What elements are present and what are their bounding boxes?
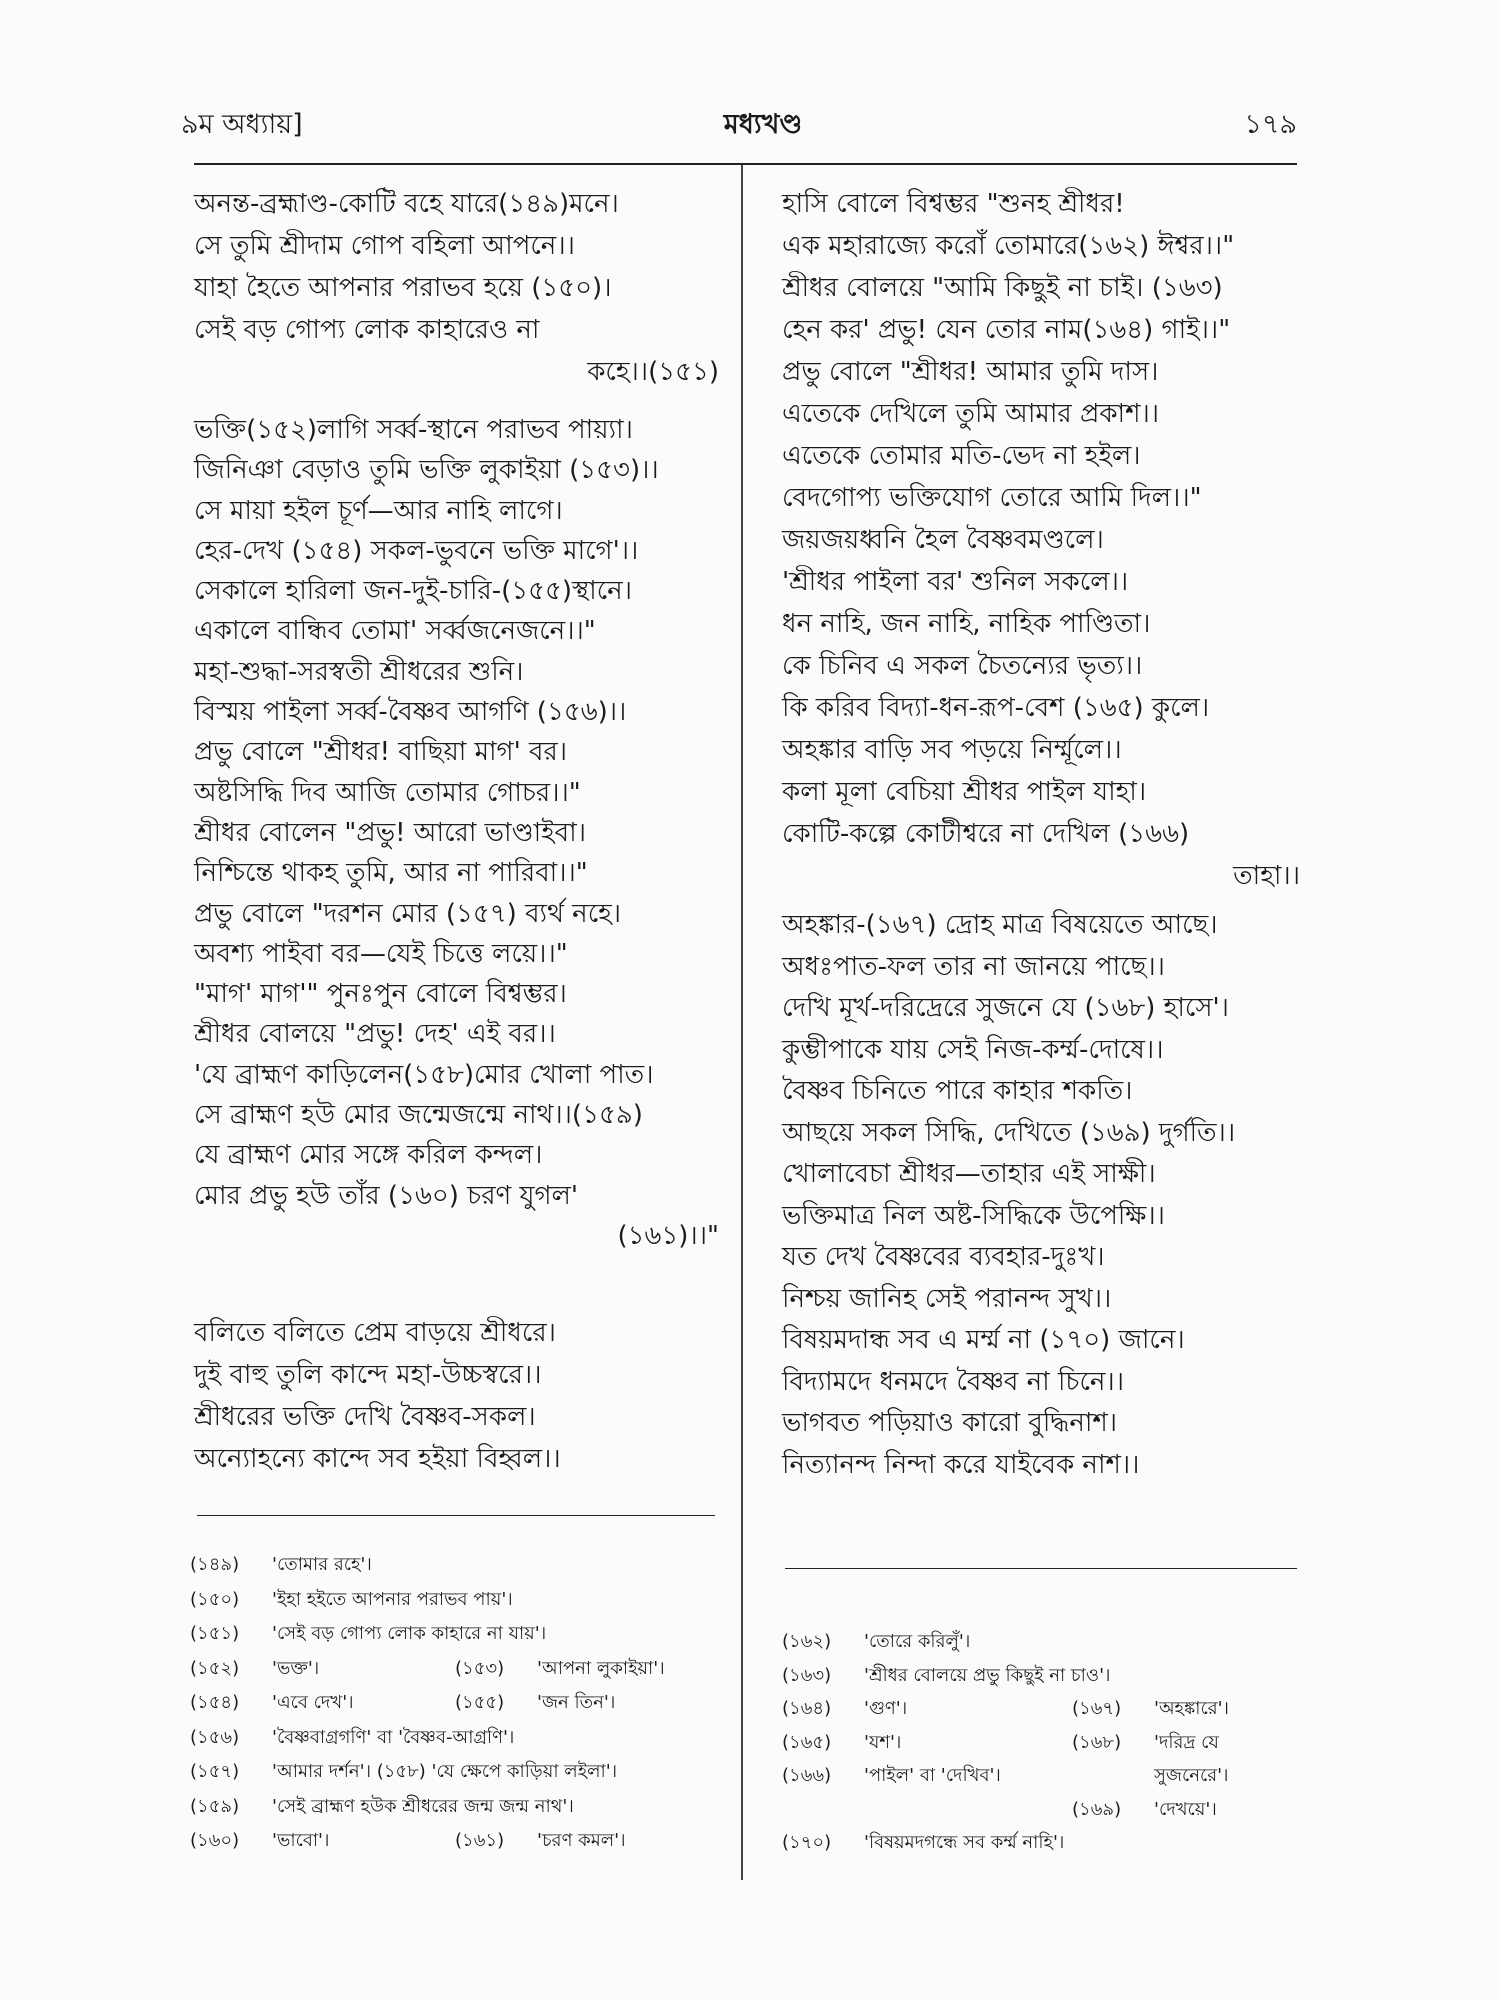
verse-line: বৈষ্ণব চিনিতে পারে কাহার শকতি। bbox=[782, 1076, 1133, 1106]
column-divider bbox=[741, 165, 743, 1880]
footnote-rule-left bbox=[197, 1515, 715, 1516]
page-number: ১৭৯ bbox=[1244, 109, 1297, 140]
verse-line: অন্যোহন্যে কান্দে সব হইয়া বিহ্বল।। bbox=[194, 1444, 561, 1474]
verse-line: বিস্ময় পাইলা সর্ব্ব-বৈষ্ণব আগণি (১৫৬)।। bbox=[194, 697, 627, 728]
footnote-row bbox=[190, 1790, 720, 1825]
footnote-row bbox=[782, 1659, 1302, 1693]
verse-line: নিশ্চয় জানিহ সেই পরানন্দ সুখ।। bbox=[782, 1283, 1112, 1314]
verse-line: ভাগবত পড়িয়াও কারো বুদ্ধিনাশ। bbox=[782, 1408, 1118, 1438]
verse-line: দুই বাহু তুলি কান্দে মহা-উচ্চস্বরে।। bbox=[194, 1360, 542, 1390]
footnote-text: 'সেই ব্রাহ্মণ হউক শ্রীধরের জন্ম জন্ম নাথ'। bbox=[272, 1795, 574, 1817]
verse-line: আছয়ে সকল সিদ্ধি, দেখিতে (১৬৯) দুর্গতি।। bbox=[782, 1117, 1236, 1148]
footnote-rule-right bbox=[785, 1568, 1297, 1569]
verse-line: জয়জয়ধ্বনি হৈল বৈষ্ণবমণ্ডলে। bbox=[782, 525, 1104, 555]
footnote-text: 'অহঙ্কারে'। bbox=[1154, 1698, 1229, 1719]
verse-line: জিনিঞা বেড়াও তুমি ভক্তি লুকাইয়া (১৫৩)।। bbox=[194, 455, 659, 486]
footnote-number: (১৬৬) bbox=[782, 1765, 832, 1786]
footnote-row bbox=[190, 1721, 720, 1756]
verse-line: সে ব্রাহ্মণ হউ মোর জন্মেজন্মে নাথ।।(১৫৯) bbox=[194, 1100, 643, 1131]
footnote-secondary bbox=[1072, 1692, 1229, 1726]
footnote-number: (১৫১) bbox=[190, 1623, 240, 1644]
verse-line: প্রভু বোলে "শ্রীধর! আমার তুমি দাস। bbox=[782, 357, 1159, 387]
verse-line: শ্রীধর বোলয়ে "আমি কিছুই না চাই। (১৬৩) bbox=[782, 273, 1223, 303]
footnote-number: (১৭০) bbox=[782, 1832, 832, 1853]
verse-line: বলিতে বলিতে প্রেম বাড়য়ে শ্রীধরে। bbox=[194, 1318, 556, 1348]
footnote-text: 'বিষয়মদগন্ধে সব কর্ম্ম নাহি'। bbox=[864, 1832, 1065, 1853]
footnote-number: (১৫৭) bbox=[190, 1761, 240, 1782]
footnotes-right bbox=[782, 1625, 1302, 1860]
footnote-number: (১৫২) bbox=[190, 1657, 240, 1679]
footnote-row bbox=[782, 1726, 1302, 1760]
footnote-row bbox=[190, 1652, 720, 1687]
footnote-number: (১৬৫) bbox=[782, 1731, 832, 1753]
footnote-row bbox=[782, 1759, 1302, 1793]
footnote-number: (১৫৪) bbox=[190, 1692, 240, 1713]
footnote-number: (১৬৪) bbox=[782, 1698, 832, 1719]
left-verse-block-3 bbox=[194, 1312, 719, 1480]
verse-line: ধন নাহি, জন নাহি, নাহিক পাণ্ডিতা। bbox=[782, 609, 1151, 639]
footnote-secondary bbox=[1072, 1759, 1229, 1793]
footnote-row bbox=[190, 1755, 720, 1790]
verse-line: অধঃপাত-ফল তার না জানয়ে পাছে।। bbox=[782, 951, 1165, 982]
verse-line: যাহা হৈতে আপনার পরাভব হয়ে (১৫০)। bbox=[194, 273, 612, 303]
verse-line: হাসি বোলে বিশ্বম্ভর "শুনহ শ্রীধর! bbox=[782, 189, 1125, 219]
right-verse-block-1 bbox=[782, 183, 1300, 897]
verse-line: শ্রীধরের ভক্তি দেখি বৈষ্ণব-সকল। bbox=[194, 1402, 536, 1432]
verse-line: মোর প্রভু হউ তাঁর (১৬০) চরণ যুগল' bbox=[194, 1180, 579, 1211]
footnote-number: (১৫০) bbox=[190, 1588, 240, 1610]
footnote-row bbox=[782, 1793, 1302, 1827]
footnote-text: 'গুণ'। bbox=[864, 1698, 908, 1719]
footnote-row bbox=[190, 1824, 720, 1859]
verse-line: নিত্যানন্দ নিন্দা করে যাইবেক নাশ।। bbox=[782, 1449, 1140, 1480]
left-verse-block-1 bbox=[194, 183, 719, 393]
footnote-number: (১৬২) bbox=[782, 1631, 832, 1652]
footnote-row bbox=[782, 1826, 1302, 1860]
footnote-text: 'শ্রীধর বোলয়ে প্রভু কিছুই না চাও'। bbox=[864, 1664, 1111, 1686]
verse-line: হের-দেখ (১৫৪) সকল-ভুবনে ভক্তি মাগে'।। bbox=[194, 535, 639, 566]
footnote-text: 'আপনা লুকাইয়া'। bbox=[537, 1657, 665, 1679]
verse-line: কে চিনিব এ সকল চৈতন্যের ভৃত্য।। bbox=[782, 651, 1143, 681]
footnote-number: (১৬১) bbox=[455, 1830, 505, 1851]
footnote-text: 'তোরে করিলুঁ'। bbox=[864, 1631, 971, 1652]
verse-line: অহঙ্কার বাড়ি সব পড়য়ে নির্ম্মূলে।। bbox=[782, 735, 1122, 765]
verse-line: বিদ্যামদে ধনমদে বৈষ্ণব না চিনে।। bbox=[782, 1366, 1125, 1397]
footnote-text: 'তোমার রহে'। bbox=[272, 1554, 372, 1575]
footnote-number: (১৬৩) bbox=[782, 1664, 832, 1686]
verse-line: মহা-শুদ্ধা-সরস্বতী শ্রীধরের শুনি। bbox=[194, 656, 524, 687]
verse-line: সেই বড় গোপ্য লোক কাহারেও না bbox=[194, 315, 540, 345]
verse-line: ভক্তিমাত্র নিল অষ্ট-সিদ্ধিকে উপেক্ষি।। bbox=[782, 1200, 1165, 1231]
footnote-number: (১৫৯) bbox=[190, 1795, 240, 1817]
verse-line: হেন কর' প্রভু! যেন তোর নাম(১৬৪) গাই।।" bbox=[782, 315, 1231, 345]
verse-line: এতেকে তোমার মতি-ভেদ না হইল। bbox=[782, 441, 1141, 471]
verse-line: কি করিব বিদ্যা-ধন-রূপ-বেশ (১৬৫) কুলে। bbox=[782, 693, 1210, 723]
footnote-row bbox=[190, 1583, 720, 1618]
footnotes-left bbox=[190, 1548, 720, 1859]
verse-line: অবশ্য পাইবা বর—যেই চিত্তে লয়ে।।" bbox=[194, 938, 568, 969]
footnote-row bbox=[190, 1548, 720, 1583]
footnote-row bbox=[190, 1617, 720, 1652]
header-rule bbox=[194, 163, 1297, 165]
left-verse-block-2 bbox=[194, 410, 719, 1256]
footnote-number: (১৬৭) bbox=[1072, 1698, 1122, 1719]
footnote-number: (১৫৩) bbox=[455, 1657, 505, 1679]
footnote-number: (১৬০) bbox=[190, 1830, 240, 1851]
verse-line: ভক্তি(১৫২)লাগি সর্ব্ব-স্থানে পরাভব পায়্যা। bbox=[194, 415, 633, 445]
verse-line: কুম্ভীপাকে যায় সেই নিজ-কর্ম্ম-দোষে।। bbox=[782, 1034, 1164, 1065]
verse-line: 'যে ব্রাহ্মণ কাড়িলেন(১৫৮)মোর খোলা পাত। bbox=[194, 1059, 654, 1090]
verse-line: খোলাবেচা শ্রীধর—তাহার এই সাক্ষী। bbox=[782, 1159, 1156, 1189]
footnote-text: 'বৈষ্ণবাগ্রগণি' বা 'বৈষ্ণব-আগ্রণি'। bbox=[272, 1726, 515, 1748]
footnote-secondary bbox=[455, 1652, 665, 1687]
footnote-text: 'আমার দর্শন'। (১৫৮) 'যে ক্ষেপে কাড়িয়া লইলা'। bbox=[272, 1761, 618, 1782]
verse-line: কোটি-কল্পে কোটীশ্বরে না দেখিল (১৬৬) bbox=[782, 819, 1190, 849]
footnote-secondary bbox=[1072, 1726, 1219, 1760]
footnote-number: (১৫৫) bbox=[455, 1692, 505, 1713]
footnote-row bbox=[782, 1692, 1302, 1726]
footnote-text: 'চরণ কমল'। bbox=[537, 1830, 626, 1851]
verse-line: কহে।।(১৫১) bbox=[587, 357, 719, 387]
verse-line: অনন্ত-ব্রহ্মাণ্ড-কোটি বহে যারে(১৪৯)মনে। bbox=[194, 189, 619, 219]
verse-line: শ্রীধর বোলেন "প্রভু! আরো ভাণ্ডাইবা। bbox=[194, 817, 586, 848]
verse-line: তাহা।। bbox=[1233, 861, 1300, 891]
footnote-text: 'পাইল' বা 'দেখিব'। bbox=[864, 1765, 1001, 1786]
verse-line: অহঙ্কার-(১৬৭) দ্রোহ মাত্র বিষয়েতে আছে। bbox=[782, 910, 1218, 940]
verse-line: যত দেখ বৈষ্ণবের ব্যবহার-দুঃখ। bbox=[782, 1242, 1105, 1272]
footnote-row bbox=[782, 1625, 1302, 1659]
section-title: মধ্যখণ্ড bbox=[723, 109, 803, 140]
verse-line: সে তুমি শ্রীদাম গোপ বহিলা আপনে।। bbox=[194, 231, 575, 261]
footnote-number: (১৬৮) bbox=[1072, 1731, 1122, 1753]
verse-line: কলা মূলা বেচিয়া শ্রীধর পাইল যাহা। bbox=[782, 777, 1147, 807]
verse-line: বেদগোপ্য ভক্তিযোগ তোরে আমি দিল।।" bbox=[782, 483, 1202, 513]
right-verse-block-2 bbox=[782, 905, 1300, 1486]
footnote-text: 'ভাবো'। bbox=[272, 1830, 330, 1851]
footnote-row bbox=[190, 1686, 720, 1721]
verse-line: প্রভু বোলে "দরশন মোর (১৫৭) ব্যর্থ নহে। bbox=[194, 898, 622, 929]
footnote-text: 'সেই বড় গোপ্য লোক কাহারে না যায়'। bbox=[272, 1623, 547, 1644]
verse-line: সে মায়া হইল চূর্ণ—আর নাহি লাগে। bbox=[194, 495, 563, 526]
verse-line: 'শ্রীধর পাইলা বর' শুনিল সকলে।। bbox=[782, 567, 1129, 597]
footnote-number: (১৪৯) bbox=[190, 1554, 240, 1575]
chapter-heading: ৯ম অধ্যায়] bbox=[181, 109, 303, 140]
verse-line: (১৬১)।।" bbox=[617, 1220, 719, 1251]
verse-line: অষ্টসিদ্ধি দিব আজি তোমার গোচর।।" bbox=[194, 777, 581, 808]
verse-line: যে ব্রাহ্মণ মোর সঙ্গে করিল কন্দল। bbox=[194, 1140, 543, 1171]
verse-line: শ্রীধর বোলয়ে "প্রভু! দেহ' এই বর।। bbox=[194, 1019, 556, 1050]
footnote-text: 'জন তিন'। bbox=[537, 1692, 616, 1713]
verse-line: "মাগ' মাগ'" পুনঃপুন বোলে বিশ্বম্ভর। bbox=[194, 979, 567, 1010]
verse-line: প্রভু বোলে "শ্রীধর! বাছিয়া মাগ' বর। bbox=[194, 737, 568, 768]
verse-line: এতেকে দেখিলে তুমি আমার প্রকাশ।। bbox=[782, 399, 1160, 429]
verse-line: এক মহারাজ্যে করোঁ তোমারে(১৬২) ঈশ্বর।।" bbox=[782, 231, 1235, 261]
footnote-secondary bbox=[455, 1824, 626, 1859]
verse-line: নিশ্চিন্তে থাকহ তুমি, আর না পারিবা।।" bbox=[194, 858, 588, 889]
verse-line: একালে বান্ধিব তোমা' সর্ব্বজনেজনে।।" bbox=[194, 616, 596, 647]
footnote-secondary bbox=[1072, 1793, 1217, 1827]
verse-line: বিষয়মদান্ধ সব এ মর্ম্ম না (১৭০) জানে। bbox=[782, 1325, 1185, 1355]
footnote-text: 'ইহা হইতে আপনার পরাভব পায়'। bbox=[272, 1588, 513, 1610]
footnote-number: (১৬৯) bbox=[1072, 1798, 1122, 1820]
footnote-text: 'দেখয়ে'। bbox=[1154, 1798, 1217, 1820]
footnote-text: 'এবে দেখ'। bbox=[272, 1692, 354, 1713]
footnote-text: 'ভক্ত'। bbox=[272, 1657, 320, 1679]
footnote-text: 'যশ'। bbox=[864, 1731, 902, 1753]
verse-line: দেখি মূর্খ-দরিদ্রেরে সুজনে যে (১৬৮) হাসে'। bbox=[782, 993, 1229, 1023]
footnote-number: (১৫৬) bbox=[190, 1726, 240, 1748]
footnote-text: সুজনেরে'। bbox=[1154, 1765, 1229, 1786]
footnote-secondary bbox=[455, 1686, 615, 1721]
verse-line: সেকালে হারিলা জন-দুই-চারি-(১৫৫)স্থানে। bbox=[194, 576, 632, 607]
footnote-text: 'দরিদ্র যে bbox=[1154, 1731, 1219, 1753]
